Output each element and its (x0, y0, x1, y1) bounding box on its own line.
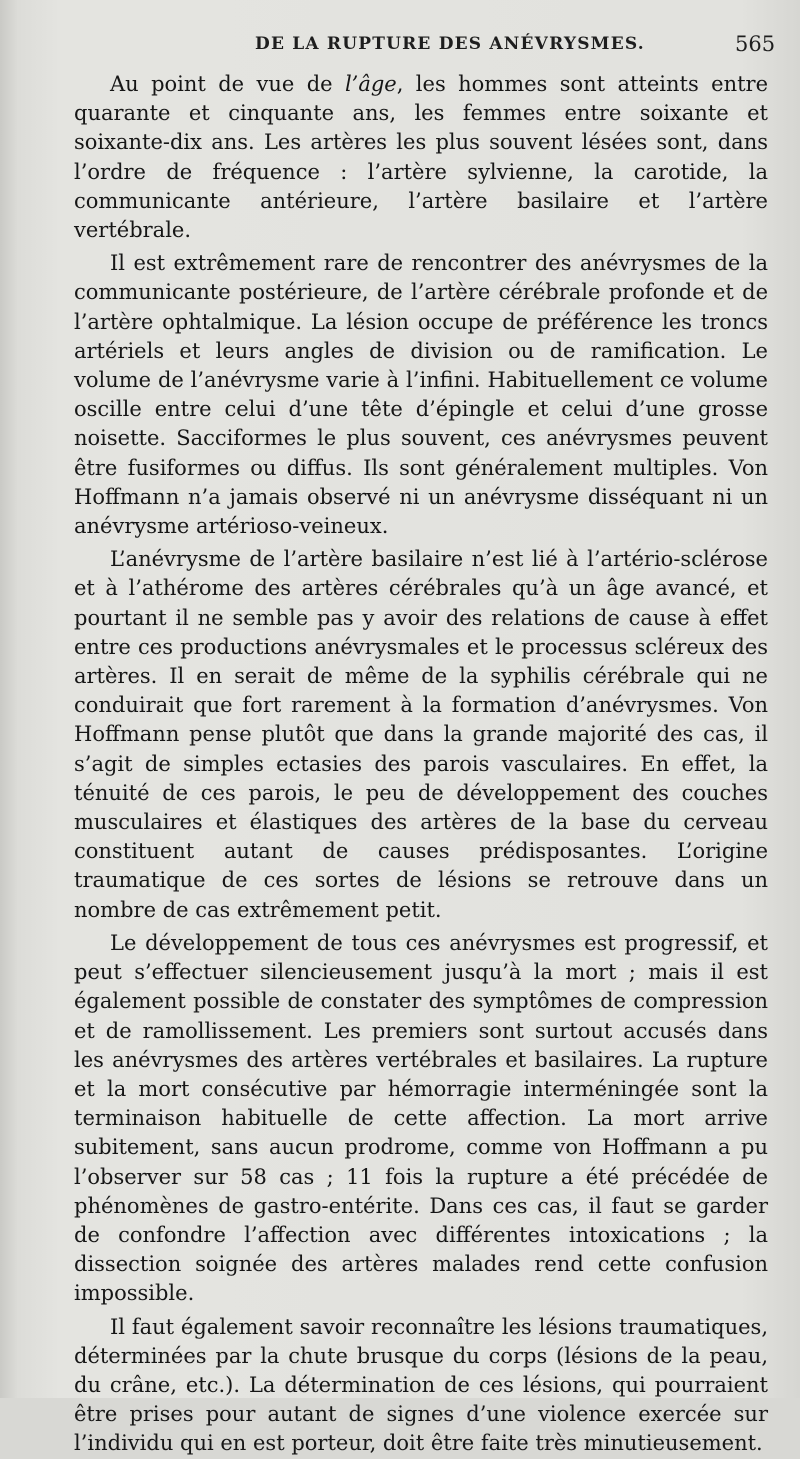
paragraph-1-after: , les hommes sont atteints entre quarante et cinquante ans, les femmes entre soixante et soixante-dix ans. Les artères les plus souvent lésées sont, dans l’ordre de fréquence : l’artère sylvienne, la carotide, la communicante antérieure, l’artère basilaire et l’artère vertébrale. (74, 72, 769, 243)
paragraph-2: Il est extrêmement rare de rencontrer des anévrysmes de la communicante postérieure, de l’artère cérébrale profonde et de l’artère ophtalmique. La lésion occupe de préférence les troncs artériels et leurs angles de division ou de ramification. Le volume de l’anévrysme varie à l’infini. Habituellement ce volume oscille entre celui d’une tête d’épingle et celui d’une grosse noisette. Sacciformes le plus souvent, ces anévrysmes peuvent être fusiformes ou diffus. Ils sont généralement multiples. Von Hoffmann n’a jamais observé ni un anévrysme disséquant ni un anévrysme artérioso-veineux. (74, 251, 768, 539)
page-number: 565 (735, 32, 776, 56)
running-title: DE LA RUPTURE DES ANÉVRYSMES. (255, 34, 645, 54)
paragraph-5: Il faut également savoir reconnaître les lésions traumatiques, déterminées par la chute brusque du corps (lésions de la peau, du crâne, etc.). La détermination de ces lésions, qui pourraient être prises pour autant de signes d’une violence exercée sur l’individu qui en est porteur, doit être faite très minutieusement. (74, 1314, 768, 1456)
paragraph-4: Le développement de tous ces anévrysmes est progressif, et peut s’effectuer silencieusement jusqu’à la mort ; mais il est également possible de constater des symptômes de compression et de ramollissement. Les premiers sont surtout accusés dans les anévrysmes des artères vertébrales et basilaires. La rupture et la mort consécutive par hémorragie interméningée sont la terminaison habituelle de cette affection. La mort arrive subitement, sans aucun prodrome, comme von Hoffmann a pu l’observer sur 58 cas ; 11 fois la rupture a été précédée de phénomènes de gastro-entérite. Dans ces cas, il faut se garder de confondre l’affection avec différentes intoxications ; la dissection soignée des artères malades rend cette confusion impossible. (74, 930, 768, 1306)
emphasis-age: l’âge (344, 72, 397, 96)
paragraph-1-before: Au point de vue de (110, 72, 345, 96)
paragraph-3: L’anévrysme de l’artère basilaire n’est lié à l’artério-sclérose et à l’athérome des artères cérébrales qu’à un âge avancé, et pourtant il ne semble pas y avoir des relations de cause à effet entre ces productions anévrysmales et le processus scléreux des artères. Il en serait de même de la syphilis cérébrale qui ne conduirait que fort rarement à la formation d’anévrysmes. Von Hoffmann pense plutôt que dans la grande majorité des cas, il s’agit de simples ectasies des parois vasculaires. En effet, la ténuité de ces parois, le peu de développement des couches musculaires et élastiques des artères de la base du cerveau constituent autant de causes prédisposantes. L’origine traumatique de ces sortes de lésions se retrouve dans un nombre de cas extrêmement petit. (74, 547, 768, 922)
paragraph-1 (74, 70, 768, 245)
body-text (74, 70, 768, 1459)
page-header (0, 34, 800, 64)
